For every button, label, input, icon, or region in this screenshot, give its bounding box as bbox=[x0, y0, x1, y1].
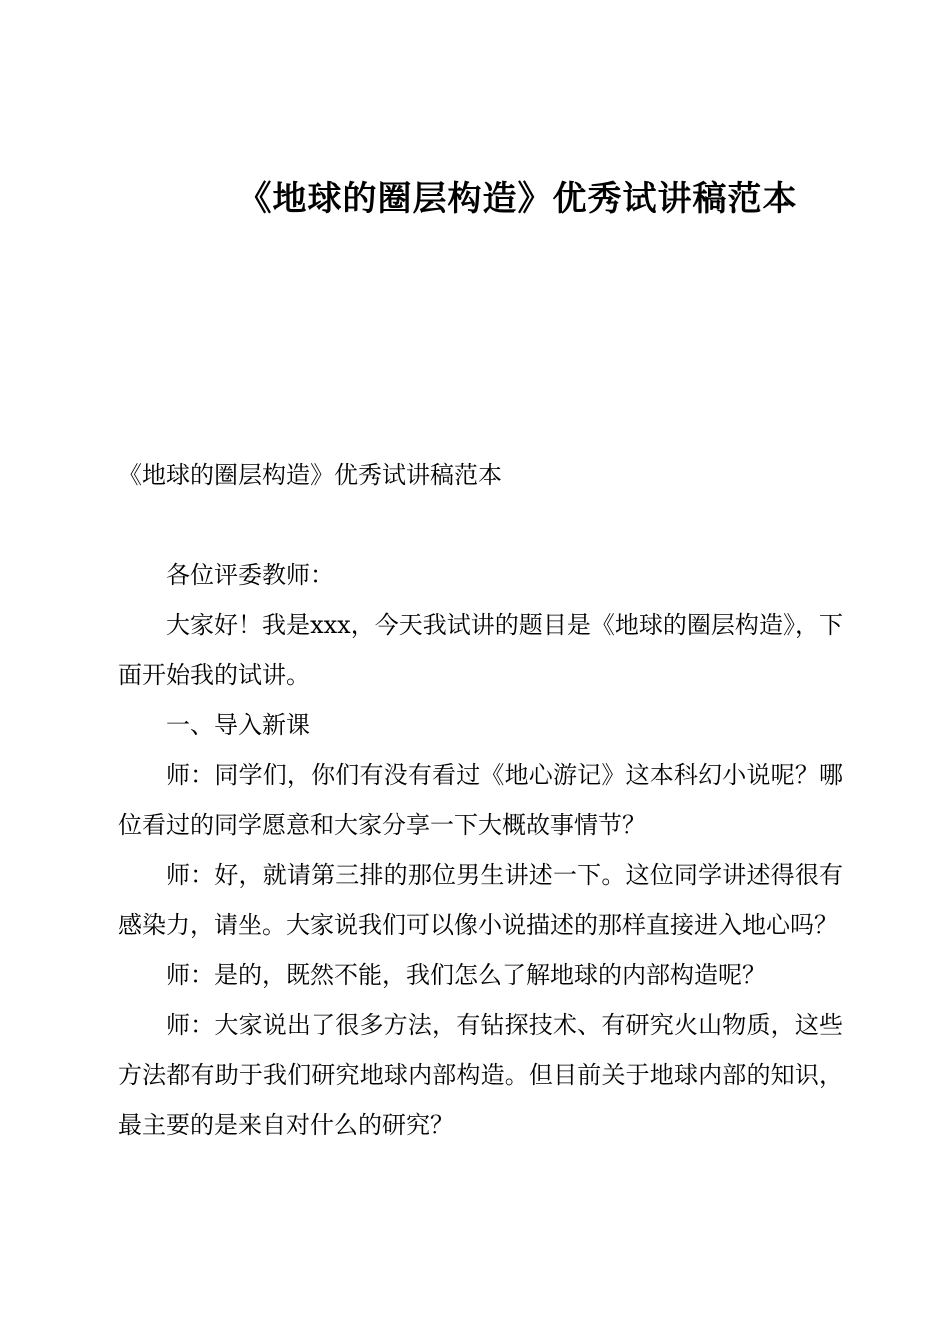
document-body bbox=[118, 450, 843, 1150]
paragraph-introduction: 大家好！我是xxx，今天我试讲的题目是《地球的圈层构造》，下面开始我的试讲。 bbox=[118, 611, 843, 689]
paragraph: 师：好，就请第三排的那位男生讲述一下。这位同学讲述得很有感染力，请坐。大家说我们可以像小说描述的那样直接进入地心吗？ bbox=[118, 861, 843, 939]
paragraph-greeting: 各位评委教师： bbox=[166, 561, 334, 589]
paragraph: 师：大家说出了很多方法，有钻探技术、有研究火山物质，这些方法都有助于我们研究地球内部构造。但目前关于地球内部的知识，最主要的是来自对什么的研究？ bbox=[118, 1011, 843, 1139]
paragraph: 师：是的，既然不能，我们怎么了解地球的内部构造呢？ bbox=[166, 961, 766, 989]
document-subtitle: 《地球的圈层构造》优秀试讲稿范本 bbox=[118, 461, 502, 489]
section-heading: 一、导入新课 bbox=[166, 711, 310, 739]
paragraph: 师：同学们，你们有没有看过《地心游记》这本科幻小说呢？哪位看过的同学愿意和大家分享一下大概故事情节？ bbox=[118, 761, 843, 839]
document-title: 《地球的圈层构造》优秀试讲稿范本 bbox=[237, 179, 798, 219]
